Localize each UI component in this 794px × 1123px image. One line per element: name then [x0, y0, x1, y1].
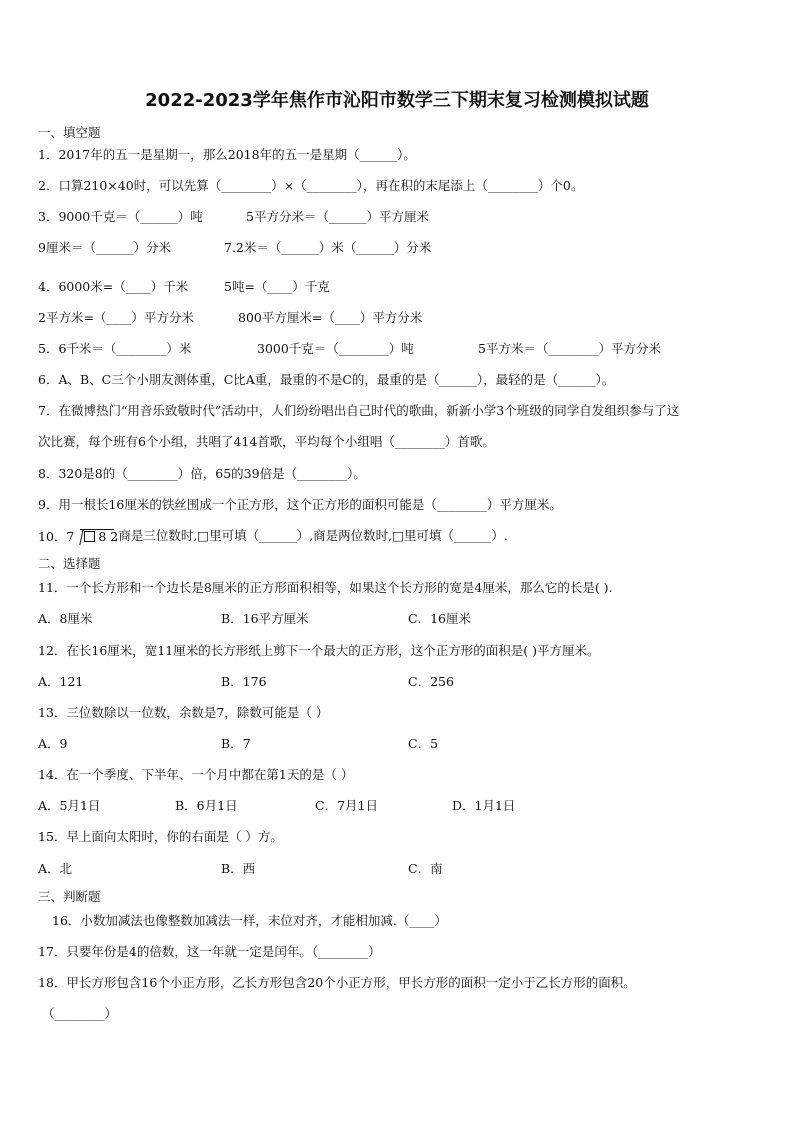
- question-2: 2．口算210×40时，可以先算（________）×（________），再在积的末尾添上（________）个0。: [38, 178, 584, 193]
- option-c: C．16厘米: [408, 611, 471, 626]
- question-4-part-b: 5吨=（____）千克: [224, 279, 330, 294]
- option-c: C．256: [408, 674, 454, 689]
- option-b: B．176: [221, 674, 267, 689]
- long-division-symbol: [74, 528, 119, 545]
- section-heading-choice: 二、选择题: [38, 556, 101, 571]
- question-3-part-c: 9厘米＝（______）分米: [38, 240, 171, 255]
- question-8: 8．320是8的（________）倍，65的39倍是（________）。: [38, 466, 366, 481]
- page-title: 2022-2023学年焦作市沁阳市数学三下期末复习检测模拟试题: [145, 90, 649, 111]
- question-1: 1．2017年的五一是星期一，那么2018年的五一是星期（______）。: [38, 147, 416, 162]
- option-c: C．7月1日: [315, 798, 378, 813]
- question-18-line-1: 18．甲长方形包含16个小正方形，乙长方形包含20个小正方形，甲长方形的面积一定小于乙长方形的面积。: [38, 975, 636, 990]
- question-5-part-a: 5．6千米＝（________）米: [38, 341, 192, 356]
- question-12: 12．在长16厘米，宽11厘米的长方形纸上剪下一个最大的正方形，这个正方形的面积是( )平方厘米。: [38, 643, 600, 658]
- question-3-part-b: 5平方分米＝（______）平方厘米: [246, 209, 429, 224]
- option-a: A．北: [38, 861, 73, 876]
- option-a: A．121: [38, 674, 84, 689]
- option-b: B．7: [221, 736, 251, 751]
- option-a: A．9: [38, 736, 68, 751]
- option-c: C．5: [408, 736, 439, 751]
- question-7-line-1: 7．在微博热门“用音乐致敬时代”活动中，人们纷纷唱出自己时代的歌曲，新新小学3个班级的同学自发组织参与了这: [38, 403, 680, 418]
- question-3-part-d: 7.2米＝（______）米（______）分米: [224, 240, 432, 255]
- option-b: B．6月1日: [175, 798, 238, 813]
- question-7-line-2: 次比赛，每个班有6个小组，共唱了414首歌，平均每个小组唱（________）首歌。: [38, 434, 495, 449]
- question-10: [38, 528, 508, 545]
- section-heading-true-false: 三、判断题: [38, 889, 101, 904]
- option-a: A．8厘米: [38, 611, 93, 626]
- dividend-digits: 8 2: [98, 528, 119, 544]
- question-11: 11．一个长方形和一个边长是8厘米的正方形面积相等，如果这个长方形的宽是4厘米，那么它的长是( ).: [38, 580, 613, 595]
- question-5-part-c: 5平方米＝（________）平方分米: [478, 341, 661, 356]
- question-9: 9．用一根长16厘米的铁丝围成一个正方形，这个正方形的面积可能是（________）平方厘米。: [38, 497, 562, 512]
- option-d: D．1月1日: [452, 798, 516, 813]
- question-17: 17．只要年份是4的倍数，这一年就一定是闰年。（________）: [38, 944, 381, 959]
- blank-square-icon: [84, 531, 95, 542]
- question-4-part-c: 2平方米=（____）平方分米: [38, 310, 194, 325]
- question-4-part-a: 4．6000米=（____）千米: [38, 279, 189, 294]
- question-15: 15．早上面向太阳时，你的右面是（ ）方。: [38, 829, 283, 844]
- option-a: A．5月1日: [38, 798, 101, 813]
- question-16: 16．小数加减法也像整数加减法一样，末位对齐，才能相加减.（____）: [52, 913, 447, 928]
- question-4-part-d: 800平方厘米=（____）平方分米: [238, 310, 423, 325]
- question-10-prefix: 10．7: [38, 528, 75, 544]
- option-b: B．16平方厘米: [221, 611, 309, 626]
- question-3-part-a: 3．9000千克＝（______）吨: [38, 209, 203, 224]
- option-c: C．南: [408, 861, 443, 876]
- question-14: 14．在一个季度、下半年、一个月中都在第1天的是（ ）: [38, 767, 354, 782]
- option-b: B．西: [221, 861, 256, 876]
- question-13: 13．三位数除以一位数，余数是7，除数可能是（ ）: [38, 705, 329, 720]
- question-6: 6．A、B、C三个小朋友测体重，C比A重，最重的不是C的，最重的是（______），最轻的是（______）。: [38, 372, 615, 387]
- question-10-text: ,商是三位数时,□里可填（______）,商是两位数时,□里可填（______）.: [114, 528, 508, 543]
- question-5-part-b: 3000千克＝（________）吨: [257, 341, 414, 356]
- section-heading-fill-blank: 一、填空题: [38, 125, 101, 140]
- question-18-answer-blank: （________）: [42, 1006, 118, 1021]
